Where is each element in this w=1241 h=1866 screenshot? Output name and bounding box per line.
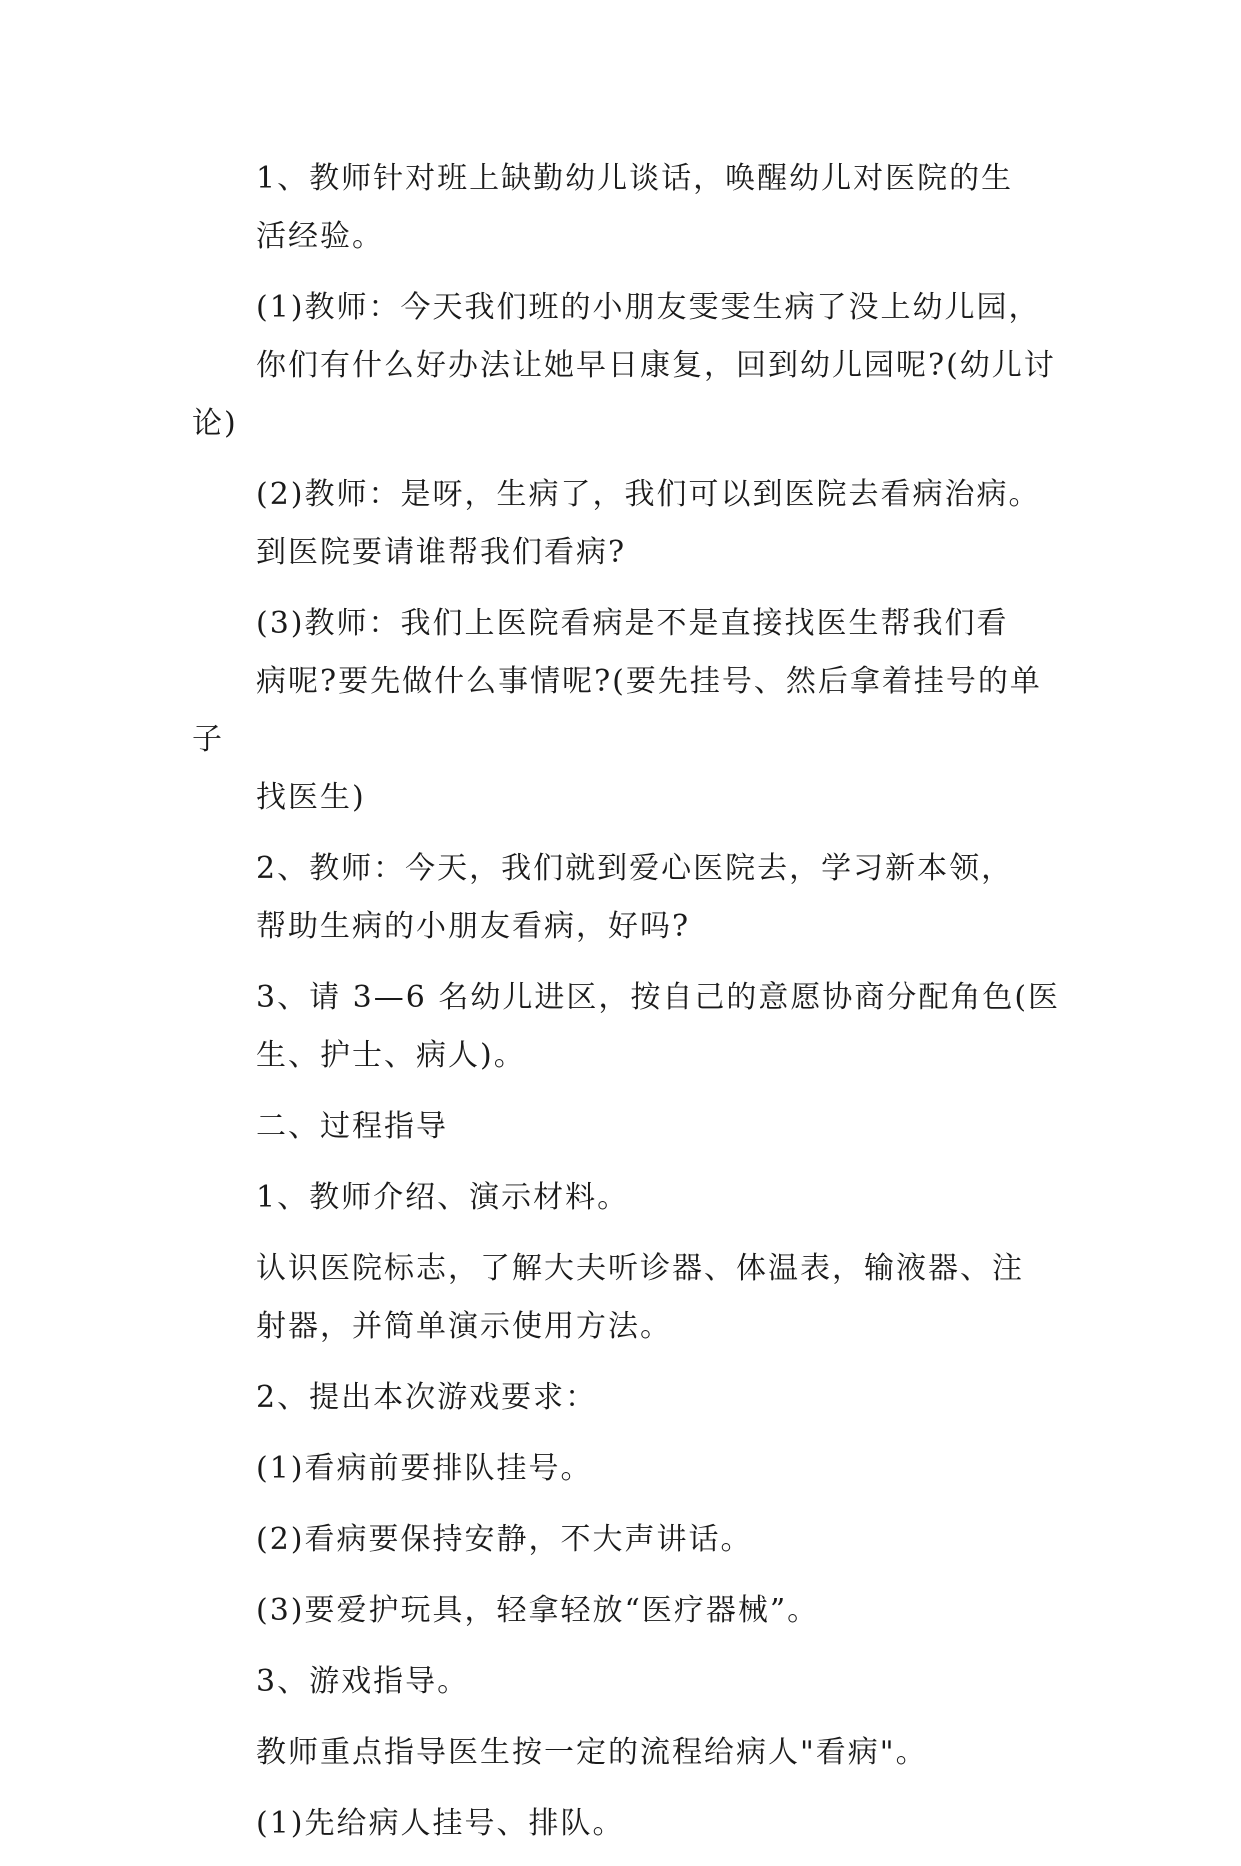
paragraph xyxy=(192,1724,1072,1782)
text-line: 帮助生病的小朋友看病，好吗? xyxy=(256,909,691,944)
paragraph xyxy=(192,279,1072,453)
paragraph xyxy=(192,1169,1072,1227)
paragraph xyxy=(192,1653,1072,1711)
text-line: (1)教师：今天我们班的小朋友雯雯生病了没上幼儿园， xyxy=(256,290,1041,325)
paragraph xyxy=(192,595,1072,827)
list-item xyxy=(192,1440,1072,1498)
text-line: 教师重点指导医生按一定的流程给病人"看病"。 xyxy=(256,1735,928,1770)
text-line: 1、教师介绍、演示材料。 xyxy=(256,1180,630,1215)
text-line: 3、请 3—6 名幼儿进区，按自己的意愿协商分配角色(医 xyxy=(256,980,1061,1015)
text-line: 病呢?要先做什么事情呢?(要先挂号、然后拿着挂号的单子 xyxy=(192,664,1042,757)
text-line: 找医生) xyxy=(256,780,366,815)
text-line: (1)看病前要排队挂号。 xyxy=(256,1451,593,1486)
text-line: (2)教师：是呀，生病了，我们可以到医院去看病治病。 xyxy=(256,477,1041,512)
list-item xyxy=(192,1511,1072,1569)
text-line: 二、过程指导 xyxy=(256,1109,448,1144)
text-line: 认识医院标志，了解大夫听诊器、体温表，输液器、注 xyxy=(256,1251,1024,1286)
text-line: (2)看病要保持安静，不大声讲话。 xyxy=(256,1522,753,1557)
text-line: 2、教师：今天，我们就到爱心医院去，学习新本领， xyxy=(256,851,1014,886)
document-body xyxy=(192,150,1072,1866)
text-line: 1、教师针对班上缺勤幼儿谈话，唤醒幼儿对医院的生 xyxy=(256,161,1014,196)
paragraph xyxy=(192,969,1072,1085)
text-line: (3)要爱护玩具，轻拿轻放“医疗器械”。 xyxy=(256,1593,820,1628)
paragraph xyxy=(192,150,1072,266)
paragraph xyxy=(192,1369,1072,1427)
text-line: 生、护士、病人)。 xyxy=(256,1038,526,1073)
paragraph xyxy=(192,1240,1072,1356)
text-line: (3)教师：我们上医院看病是不是直接找医生帮我们看 xyxy=(256,606,1009,641)
text-line: 到医院要请谁帮我们看病? xyxy=(256,535,627,570)
text-line: 射器，并简单演示使用方法。 xyxy=(256,1309,672,1344)
text-line: (1)先给病人挂号、排队。 xyxy=(256,1806,625,1841)
text-line: 3、游戏指导。 xyxy=(256,1664,470,1699)
paragraph xyxy=(192,840,1072,956)
list-item xyxy=(192,1795,1072,1853)
text-line: 2、提出本次游戏要求： xyxy=(256,1380,598,1415)
text-line: 活经验。 xyxy=(256,219,384,254)
paragraph xyxy=(192,466,1072,582)
text-line: 你们有什么好办法让她早日康复，回到幼儿园呢?(幼儿讨论) xyxy=(192,348,1056,441)
list-item xyxy=(192,1582,1072,1640)
section-heading xyxy=(192,1098,1072,1156)
